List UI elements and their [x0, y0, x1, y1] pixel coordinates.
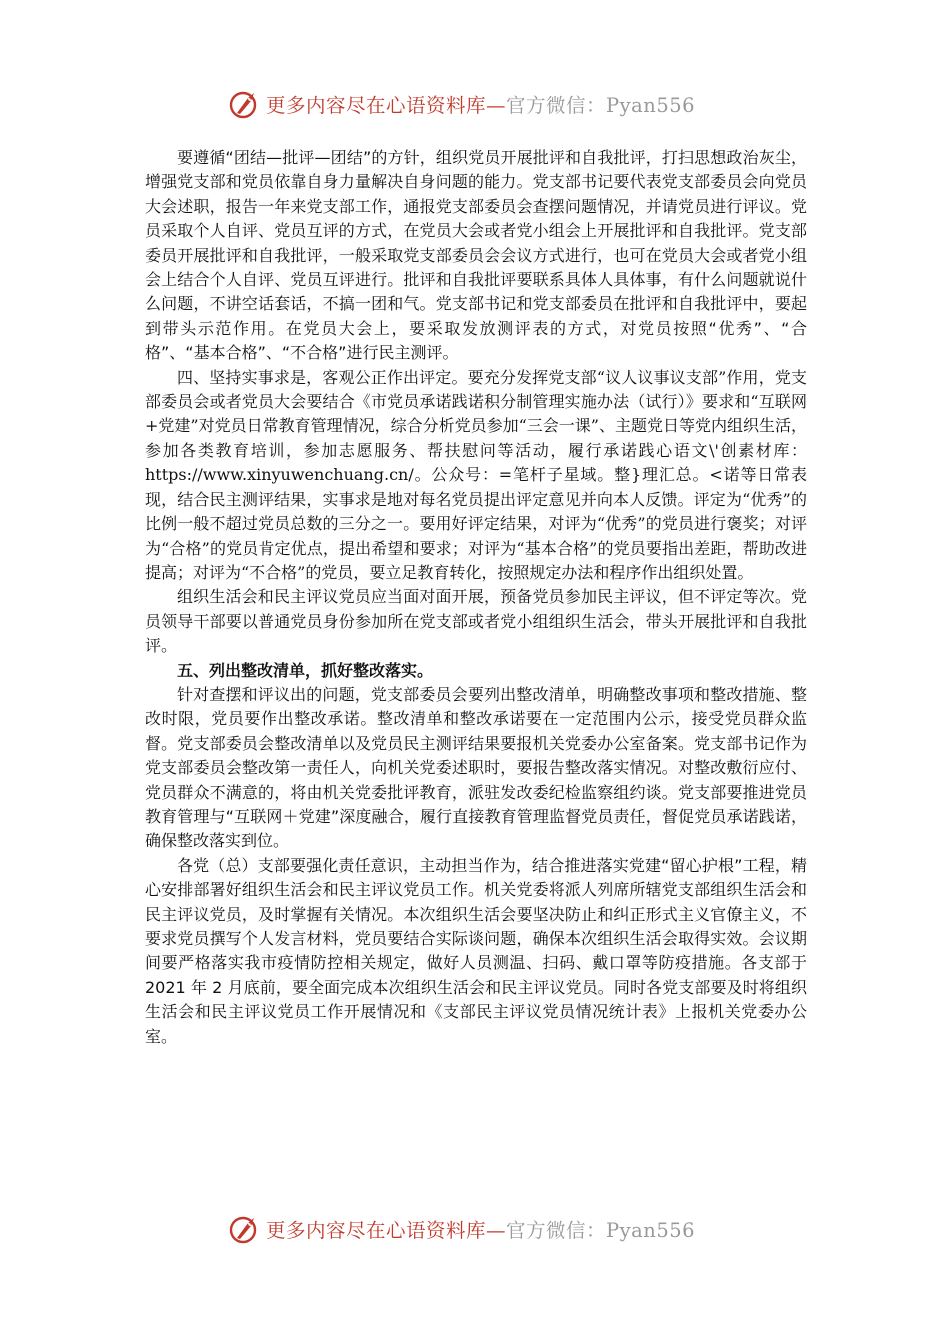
paragraph-evaluation-rules: 组织生活会和民主评议党员应当面对面开展，预备党员参加民主评议，但不评定等次。党员领导干部要以普通党员身份参加所在党支部或者党小组组织生活会，带头开展批评和自我批评。 [145, 587, 807, 656]
document-body [145, 146, 807, 1049]
paragraph-responsibility: 各党（总）支部要强化责任意识，主动担当作为，结合推进落实党建“留心护根”工程，精心安排部署好组织生活会和民主评议党员工作。机关党委将派人列席所辖党支部组织生活会和民主评议党员，及时掌握有关情况。本次组织生活会要坚决防止和纠正形式主义官僚主义，不要求党员撰写个人发言材料，党员要结合实际谈问题，确保本次组织生活会取得实效。会议期间要严格落实我市疫情防控相关规定，做好人员测温、扫码、戴口罩等防疫措施。各支部于 2021 年 2 月底前，要全面完成本次组织生活会和民主评议党员。同时各党支部要及时将组织生活会和民主评议党员工作开展情况和《支部民主评议党员情况统计表》上报机关党委办公室。 [145, 855, 807, 1046]
footer-banner [228, 1211, 695, 1247]
paragraph-rectification: 针对查摆和评议出的问题，党支部委员会要列出整改清单，明确整改事项和整改措施、整改时限，党员要作出整改承诺。整改清单和整改承诺要在一定范围内公示，接受党员群众监督。党支部委员会整改清单以及党员民主测评结果要报机关党委办公室备案。党支部书记作为党支部委员会整改第一责任人，向机关党委述职时，要报告整改落实情况。对整改敷衍应付、党员群众不满意的，将由机关党委批评教育，派驻发改委纪检监察组约谈。党支部要推进党员教育管理与“互联网＋党建”深度融合，履行直接教育管理监督党员责任，督促党员承诺践诺，确保整改落实到位。 [145, 684, 807, 851]
pen-nib-logo-icon [228, 1212, 262, 1246]
footer-text [266, 1215, 695, 1243]
header-text-main: 更多内容尽在心语资料库— [266, 94, 507, 117]
paragraph-section-four: 四、坚持实事求是，客观公正作出评定。要充分发挥党支部“议人议事议支部”作用，党支部委员会或者党员大会要结合《市党员承诺践诺积分制管理实施办法（试行）》要求和“互联网+党建”对党员日常教育管理情况，综合分析党员参加“三会一课”、主题党日等党内组织生活，参加各类教育培训，参加志愿服务、帮扶慰问等活动，履行承诺践心语文\'创素材库：https://www.xinyuwenchuang.cn/。公众号：=笔杆子星域。整}理汇总。<诺等日常表现，结合民主测评结果，实事求是地对每名党员提出评定意见并向本人反馈。评定为“优秀”的比例一般不超过党员总数的三分之一。要用好评定结果，对评为“优秀”的党员进行褒奖；对评为“合格”的党员肯定优点，提出希望和要求；对评为“基本合格”的党员要指出差距，帮助改进提高；对评为“不合格”的党员，要立足教育转化，按照规定办法和程序作出组织处置。 [145, 367, 807, 582]
pen-nib-logo-icon [228, 87, 262, 121]
header-banner [228, 86, 695, 122]
paragraph-criticism: 要遵循“团结—批评—团结”的方针，组织党员开展批评和自我批评，打扫思想政治灰尘，增强党支部和党员依靠自身力量解决自身问题的能力。党支部书记要代表党支部委员会向党员大会述职，报告一年来党支部工作，通报党支部委员会查摆问题情况，并请党员进行评议。党员采取个人自评、党员互评的方式，在党员大会或者党小组会上开展批评和自我批评。党支部委员开展批评和自我批评，一般采取党支部委员会会议方式进行，也可在党员大会或者党小组会上结合个人自评、党员互评进行。批评和自我批评要联系具体人具体事，有什么问题就说什么问题，不讲空话套话，不搞一团和气。党支部书记和党支部委员在批评和自我批评中，要起到带头示范作用。在党员大会上，要采取发放测评表的方式，对党员按照“优秀”、“合格”、“基本合格”、“不合格”进行民主测评。 [145, 148, 807, 363]
footer-text-wechat: 官方微信：Pyan556 [506, 1219, 696, 1242]
header-text-wechat: 官方微信：Pyan556 [506, 94, 696, 117]
footer-text-main: 更多内容尽在心语资料库— [266, 1219, 507, 1242]
header-text [266, 90, 695, 118]
section-five-heading: 五、列出整改清单，抓好整改落实。 [177, 660, 434, 680]
